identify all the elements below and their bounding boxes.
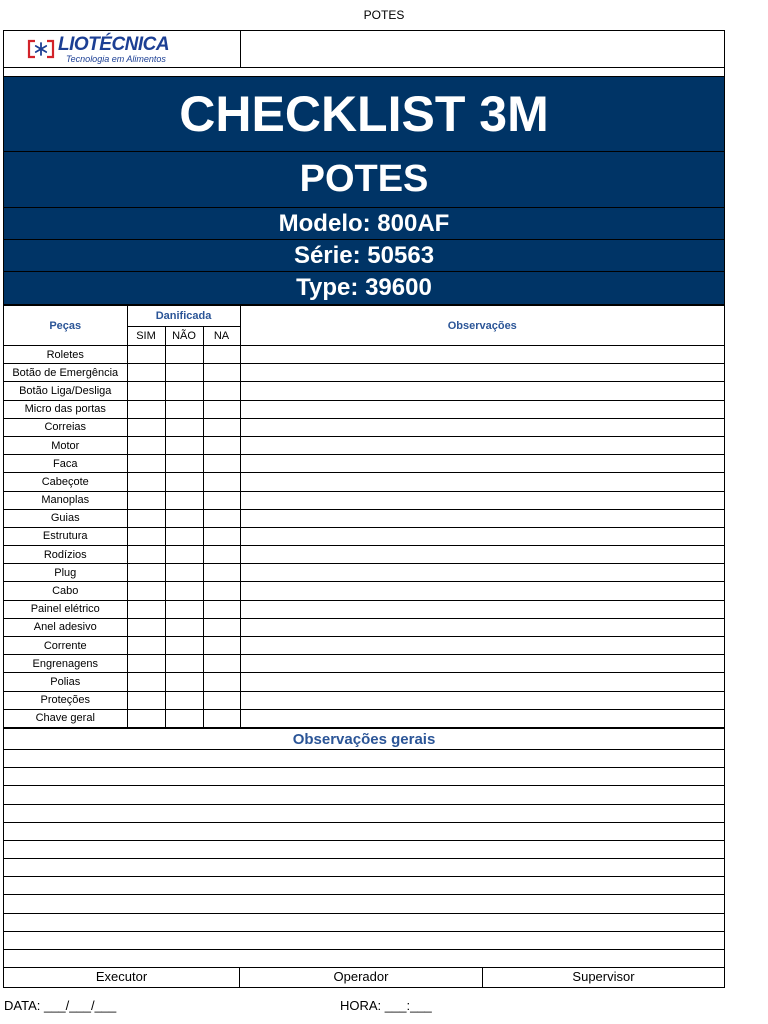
sim-checkbox-cell[interactable] (127, 491, 165, 509)
logo-blank-cell (241, 31, 724, 67)
general-observation-line[interactable] (4, 768, 724, 786)
na-checkbox-cell[interactable] (203, 455, 240, 473)
page-header: POTES (363, 8, 405, 22)
supervisor-cell: Supervisor (572, 969, 635, 985)
part-name-cell: Faca (4, 455, 127, 473)
part-name-cell: Botão Liga/Desliga (4, 382, 127, 400)
sim-checkbox-cell[interactable] (127, 527, 165, 545)
serial-label: Série: 50563 (4, 240, 724, 272)
part-name-cell: Proteções (4, 691, 127, 709)
observation-cell[interactable] (240, 473, 724, 491)
part-name-cell: Polias (4, 673, 127, 691)
na-checkbox-cell[interactable] (203, 582, 240, 600)
table-row (4, 382, 724, 400)
general-observation-line[interactable] (4, 823, 724, 841)
col-danificada-header: Danificada (127, 306, 240, 327)
table-row (4, 691, 724, 709)
na-checkbox-cell[interactable] (203, 637, 240, 655)
na-checkbox-cell[interactable] (203, 364, 240, 382)
nao-checkbox-cell[interactable] (165, 346, 203, 364)
nao-checkbox-cell[interactable] (165, 364, 203, 382)
sim-checkbox-cell[interactable] (127, 509, 165, 527)
table-row (4, 600, 724, 618)
table-row (4, 655, 724, 673)
observation-cell[interactable] (240, 400, 724, 418)
sim-checkbox-cell[interactable] (127, 582, 165, 600)
part-name-cell: Rodízios (4, 546, 127, 564)
model-label: Modelo: 800AF (4, 208, 724, 240)
observation-cell[interactable] (240, 618, 724, 636)
checklist-subtitle: POTES (4, 152, 724, 208)
na-checkbox-cell[interactable] (203, 436, 240, 454)
observation-cell[interactable] (240, 673, 724, 691)
part-name-cell: Engrenagens (4, 655, 127, 673)
part-name-cell: Guias (4, 509, 127, 527)
part-name-cell: Micro das portas (4, 400, 127, 418)
part-name-cell: Cabeçote (4, 473, 127, 491)
sim-checkbox-cell[interactable] (127, 346, 165, 364)
col-sim-header: SIM (127, 327, 165, 346)
table-row (4, 582, 724, 600)
na-checkbox-cell[interactable] (203, 618, 240, 636)
part-name-cell: Anel adesivo (4, 618, 127, 636)
snowflake-logo-icon (26, 38, 56, 60)
observation-cell[interactable] (240, 600, 724, 618)
general-observation-line[interactable] (4, 805, 724, 823)
nao-checkbox-cell[interactable] (165, 709, 203, 727)
part-name-cell: Estrutura (4, 527, 127, 545)
nao-checkbox-cell[interactable] (165, 455, 203, 473)
table-row (4, 673, 724, 691)
sim-checkbox-cell[interactable] (127, 655, 165, 673)
sim-checkbox-cell[interactable] (127, 709, 165, 727)
table-row (4, 546, 724, 564)
na-checkbox-cell[interactable] (203, 600, 240, 618)
operador-cell: Operador (240, 968, 483, 987)
general-observation-line[interactable] (4, 841, 724, 859)
sim-checkbox-cell[interactable] (127, 691, 165, 709)
na-checkbox-cell[interactable] (203, 491, 240, 509)
nao-checkbox-cell[interactable] (165, 491, 203, 509)
executor-cell: Executor (4, 968, 240, 987)
nao-checkbox-cell[interactable] (165, 655, 203, 673)
table-row (4, 491, 724, 509)
nao-checkbox-cell[interactable] (165, 527, 203, 545)
table-row (4, 473, 724, 491)
col-observacoes-header: Observações (240, 306, 724, 346)
na-checkbox-cell[interactable] (203, 655, 240, 673)
col-na-header: NA (203, 327, 240, 346)
observation-cell[interactable] (240, 546, 724, 564)
general-observation-line[interactable] (4, 750, 724, 768)
na-checkbox-cell[interactable] (203, 473, 240, 491)
na-checkbox-cell[interactable] (203, 546, 240, 564)
general-observation-line[interactable] (4, 914, 724, 932)
sim-checkbox-cell[interactable] (127, 600, 165, 618)
type-label: Type: 39600 (4, 272, 724, 305)
general-observation-line[interactable] (4, 932, 724, 950)
observation-cell[interactable] (240, 436, 724, 454)
nao-checkbox-cell[interactable] (165, 546, 203, 564)
observation-cell[interactable] (240, 346, 724, 364)
part-name-cell: Manoplas (4, 491, 127, 509)
col-nao-header: NÃO (165, 327, 203, 346)
logo-row (4, 31, 724, 68)
na-checkbox-cell[interactable] (203, 346, 240, 364)
table-row (4, 509, 724, 527)
general-observations-title: Observações gerais (4, 728, 724, 750)
part-name-cell: Botão de Emergência (4, 364, 127, 382)
table-row (4, 709, 724, 727)
date-field: DATA: ___/___/___ (4, 998, 117, 1013)
logo-tagline: Tecnologia em Alimentos (66, 53, 166, 64)
observation-cell[interactable] (240, 637, 724, 655)
checklist-title: CHECKLIST 3M (4, 77, 724, 152)
table-row (4, 346, 724, 364)
general-observation-line[interactable] (4, 950, 724, 968)
table-row (4, 418, 724, 436)
nao-checkbox-cell[interactable] (165, 400, 203, 418)
company-logo (26, 35, 169, 64)
nao-checkbox-cell[interactable] (165, 637, 203, 655)
table-header-row (4, 306, 724, 327)
nao-checkbox-cell[interactable] (165, 418, 203, 436)
table-row (4, 455, 724, 473)
nao-checkbox-cell[interactable] (165, 600, 203, 618)
col-pecas-header: Peças (4, 306, 127, 346)
observation-cell[interactable] (240, 564, 724, 582)
sim-checkbox-cell[interactable] (127, 364, 165, 382)
sim-checkbox-cell[interactable] (127, 564, 165, 582)
general-observation-line[interactable] (4, 895, 724, 913)
part-name-cell: Corrente (4, 637, 127, 655)
na-checkbox-cell[interactable] (203, 673, 240, 691)
na-checkbox-cell[interactable] (203, 709, 240, 727)
nao-checkbox-cell[interactable] (165, 382, 203, 400)
table-row (4, 618, 724, 636)
table-row (4, 564, 724, 582)
observation-cell[interactable] (240, 527, 724, 545)
table-row (4, 637, 724, 655)
part-name-cell: Chave geral (4, 709, 127, 727)
observation-cell[interactable] (240, 364, 724, 382)
observation-cell[interactable] (240, 455, 724, 473)
part-name-cell: Plug (4, 564, 127, 582)
observation-cell[interactable] (240, 691, 724, 709)
nao-checkbox-cell[interactable] (165, 436, 203, 454)
na-checkbox-cell[interactable] (203, 509, 240, 527)
sim-checkbox-cell[interactable] (127, 418, 165, 436)
checklist-sheet (3, 30, 725, 988)
table-row (4, 436, 724, 454)
observation-cell[interactable] (240, 418, 724, 436)
observation-cell[interactable] (240, 655, 724, 673)
observation-cell[interactable] (240, 509, 724, 527)
general-observations (4, 728, 724, 968)
sim-checkbox-cell[interactable] (127, 400, 165, 418)
na-checkbox-cell[interactable] (203, 564, 240, 582)
observation-cell[interactable] (240, 582, 724, 600)
na-checkbox-cell[interactable] (203, 691, 240, 709)
nao-checkbox-cell[interactable] (165, 473, 203, 491)
na-checkbox-cell[interactable] (203, 382, 240, 400)
table-row (4, 364, 724, 382)
na-checkbox-cell[interactable] (203, 400, 240, 418)
sim-checkbox-cell[interactable] (127, 455, 165, 473)
general-observation-line[interactable] (4, 786, 724, 804)
observation-cell[interactable] (240, 382, 724, 400)
observation-cell[interactable] (240, 709, 724, 727)
nao-checkbox-cell[interactable] (165, 564, 203, 582)
part-name-cell: Correias (4, 418, 127, 436)
sim-checkbox-cell[interactable] (127, 436, 165, 454)
general-observation-line[interactable] (4, 859, 724, 877)
spacer-row (4, 68, 724, 77)
nao-checkbox-cell[interactable] (165, 691, 203, 709)
na-checkbox-cell[interactable] (203, 527, 240, 545)
sim-checkbox-cell[interactable] (127, 673, 165, 691)
nao-checkbox-cell[interactable] (165, 673, 203, 691)
part-name-cell: Motor (4, 436, 127, 454)
table-row (4, 400, 724, 418)
logo-name: LIOTÉCNICA (58, 33, 170, 55)
general-observation-line[interactable] (4, 877, 724, 895)
sim-checkbox-cell[interactable] (127, 637, 165, 655)
table-row (4, 527, 724, 545)
observation-cell[interactable] (240, 491, 724, 509)
na-checkbox-cell[interactable] (203, 418, 240, 436)
part-name-cell: Roletes (4, 346, 127, 364)
part-name-cell: Painel elétrico (4, 600, 127, 618)
nao-checkbox-cell[interactable] (165, 509, 203, 527)
logo-cell (4, 31, 241, 67)
nao-checkbox-cell[interactable] (165, 618, 203, 636)
sim-checkbox-cell[interactable] (127, 382, 165, 400)
sim-checkbox-cell[interactable] (127, 473, 165, 491)
sim-checkbox-cell[interactable] (127, 618, 165, 636)
parts-table (4, 305, 724, 728)
signature-row (4, 968, 724, 987)
part-name-cell: Cabo (4, 582, 127, 600)
time-field: HORA: ___:___ (340, 998, 432, 1013)
sim-checkbox-cell[interactable] (127, 546, 165, 564)
nao-checkbox-cell[interactable] (165, 582, 203, 600)
